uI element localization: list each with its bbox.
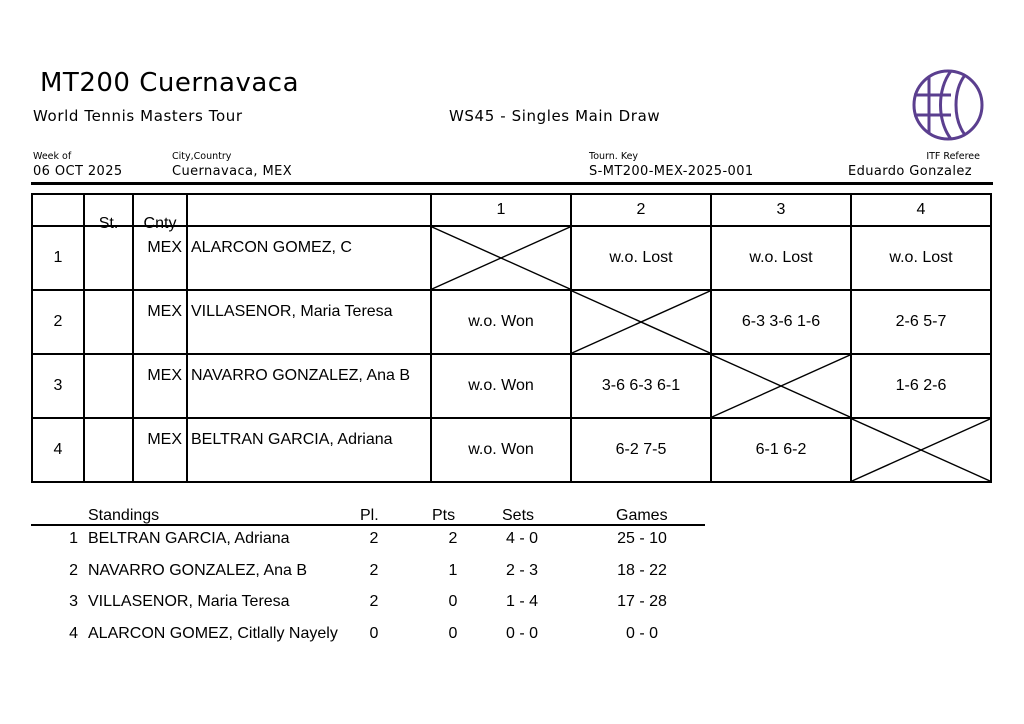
standings-played: 2 (369, 530, 379, 547)
draw-result: 3-6 6-3 6-1 (571, 354, 711, 418)
draw-self-cell (431, 226, 571, 290)
header-seed (32, 194, 84, 226)
tournament-key-label: Tourn. Key (589, 151, 639, 162)
draw-result: w.o. Lost (571, 226, 711, 290)
header-divider (31, 182, 993, 185)
header-col-4: 4 (851, 194, 991, 226)
draw-result: 1-6 2-6 (851, 354, 991, 418)
draw-result: w.o. Won (431, 418, 571, 482)
draw-seed: 3 (32, 354, 84, 418)
organization-name: World Tennis Masters Tour (33, 107, 243, 125)
draw-country: MEX (133, 354, 187, 418)
standings-games: 25 - 10 (617, 530, 667, 547)
week-value: 06 OCT 2025 (33, 164, 123, 179)
draw-player-name: ALARCON GOMEZ, C (187, 226, 431, 290)
event-name: WS45 - Singles Main Draw (449, 107, 661, 125)
standings-games: 18 - 22 (617, 562, 667, 579)
header-col-2: 2 (571, 194, 711, 226)
draw-result: w.o. Lost (851, 226, 991, 290)
header-name (187, 194, 431, 226)
standings-rank: 1 (69, 530, 78, 547)
standings-sets: 4 - 0 (505, 530, 538, 547)
standings-played: 2 (369, 593, 379, 610)
draw-status (84, 226, 133, 290)
round-robin-draw-table (31, 193, 992, 483)
tennis-ball-globe-icon (907, 69, 989, 141)
draw-header-row (32, 194, 991, 226)
draw-row (32, 226, 991, 290)
header-col-1: 1 (431, 194, 571, 226)
tournament-title: MT200 Cuernavaca (40, 68, 300, 98)
draw-self-cell (851, 418, 991, 482)
standings-row (0, 530, 760, 560)
week-label: Week of (33, 151, 72, 162)
header-country: Cnty (133, 194, 187, 226)
standings-header-sets: Sets (502, 507, 535, 524)
standings-rank: 3 (69, 593, 78, 610)
referee-label: ITF Referee (926, 151, 980, 162)
standings-points: 1 (448, 562, 458, 579)
standings-header-played: Pl. (360, 507, 379, 524)
draw-row (32, 290, 991, 354)
standings-player-name: ALARCON GOMEZ, Citlally Nayely (88, 625, 338, 642)
standings-sets: 2 - 3 (505, 562, 538, 579)
standings-points: 0 (448, 593, 458, 610)
standings-games: 0 - 0 (625, 625, 658, 642)
standings-player-name: VILLASENOR, Maria Teresa (88, 593, 290, 610)
draw-status (84, 418, 133, 482)
draw-country: MEX (133, 226, 187, 290)
draw-result: 6-2 7-5 (571, 418, 711, 482)
draw-row (32, 418, 991, 482)
draw-result: 6-1 6-2 (711, 418, 851, 482)
standings-points: 2 (448, 530, 458, 547)
header-col-3: 3 (711, 194, 851, 226)
draw-player-name: VILLASENOR, Maria Teresa (187, 290, 431, 354)
header-status: St. (84, 194, 133, 226)
draw-seed: 4 (32, 418, 84, 482)
standings-rank: 2 (69, 562, 78, 579)
standings-player-name: NAVARRO GONZALEZ, Ana B (88, 562, 308, 579)
standings-row (0, 593, 760, 623)
standings-sets: 0 - 0 (505, 625, 538, 642)
draw-result: 6-3 3-6 1-6 (711, 290, 851, 354)
standings-row (0, 625, 760, 655)
standings-header-games: Games (616, 507, 668, 524)
draw-seed: 2 (32, 290, 84, 354)
standings-divider (31, 524, 705, 526)
standings-points: 0 (448, 625, 458, 642)
draw-status (84, 290, 133, 354)
referee-value: Eduardo Gonzalez (847, 164, 972, 179)
standings-rank: 4 (69, 625, 78, 642)
city-label: City,Country (172, 151, 232, 162)
standings-header-points: Pts (432, 507, 456, 524)
standings-title: Standings (88, 507, 160, 524)
standings-sets: 1 - 4 (505, 593, 538, 610)
standings-row (0, 562, 760, 592)
draw-player-name: BELTRAN GARCIA, Adriana (187, 418, 431, 482)
draw-result: 2-6 5-7 (851, 290, 991, 354)
draw-country: MEX (133, 290, 187, 354)
standings-games: 17 - 28 (617, 593, 667, 610)
draw-result: w.o. Won (431, 290, 571, 354)
standings-played: 0 (369, 625, 379, 642)
draw-self-cell (711, 354, 851, 418)
draw-result: w.o. Lost (711, 226, 851, 290)
standings-player-name: BELTRAN GARCIA, Adriana (88, 530, 290, 547)
draw-status (84, 354, 133, 418)
draw-country: MEX (133, 418, 187, 482)
draw-seed: 1 (32, 226, 84, 290)
draw-result: w.o. Won (431, 354, 571, 418)
draw-self-cell (571, 290, 711, 354)
draw-player-name: NAVARRO GONZALEZ, Ana B (187, 354, 431, 418)
standings-played: 2 (369, 562, 379, 579)
city-value: Cuernavaca, MEX (172, 164, 293, 179)
draw-row (32, 354, 991, 418)
tournament-key-value: S-MT200-MEX-2025-001 (589, 164, 754, 179)
